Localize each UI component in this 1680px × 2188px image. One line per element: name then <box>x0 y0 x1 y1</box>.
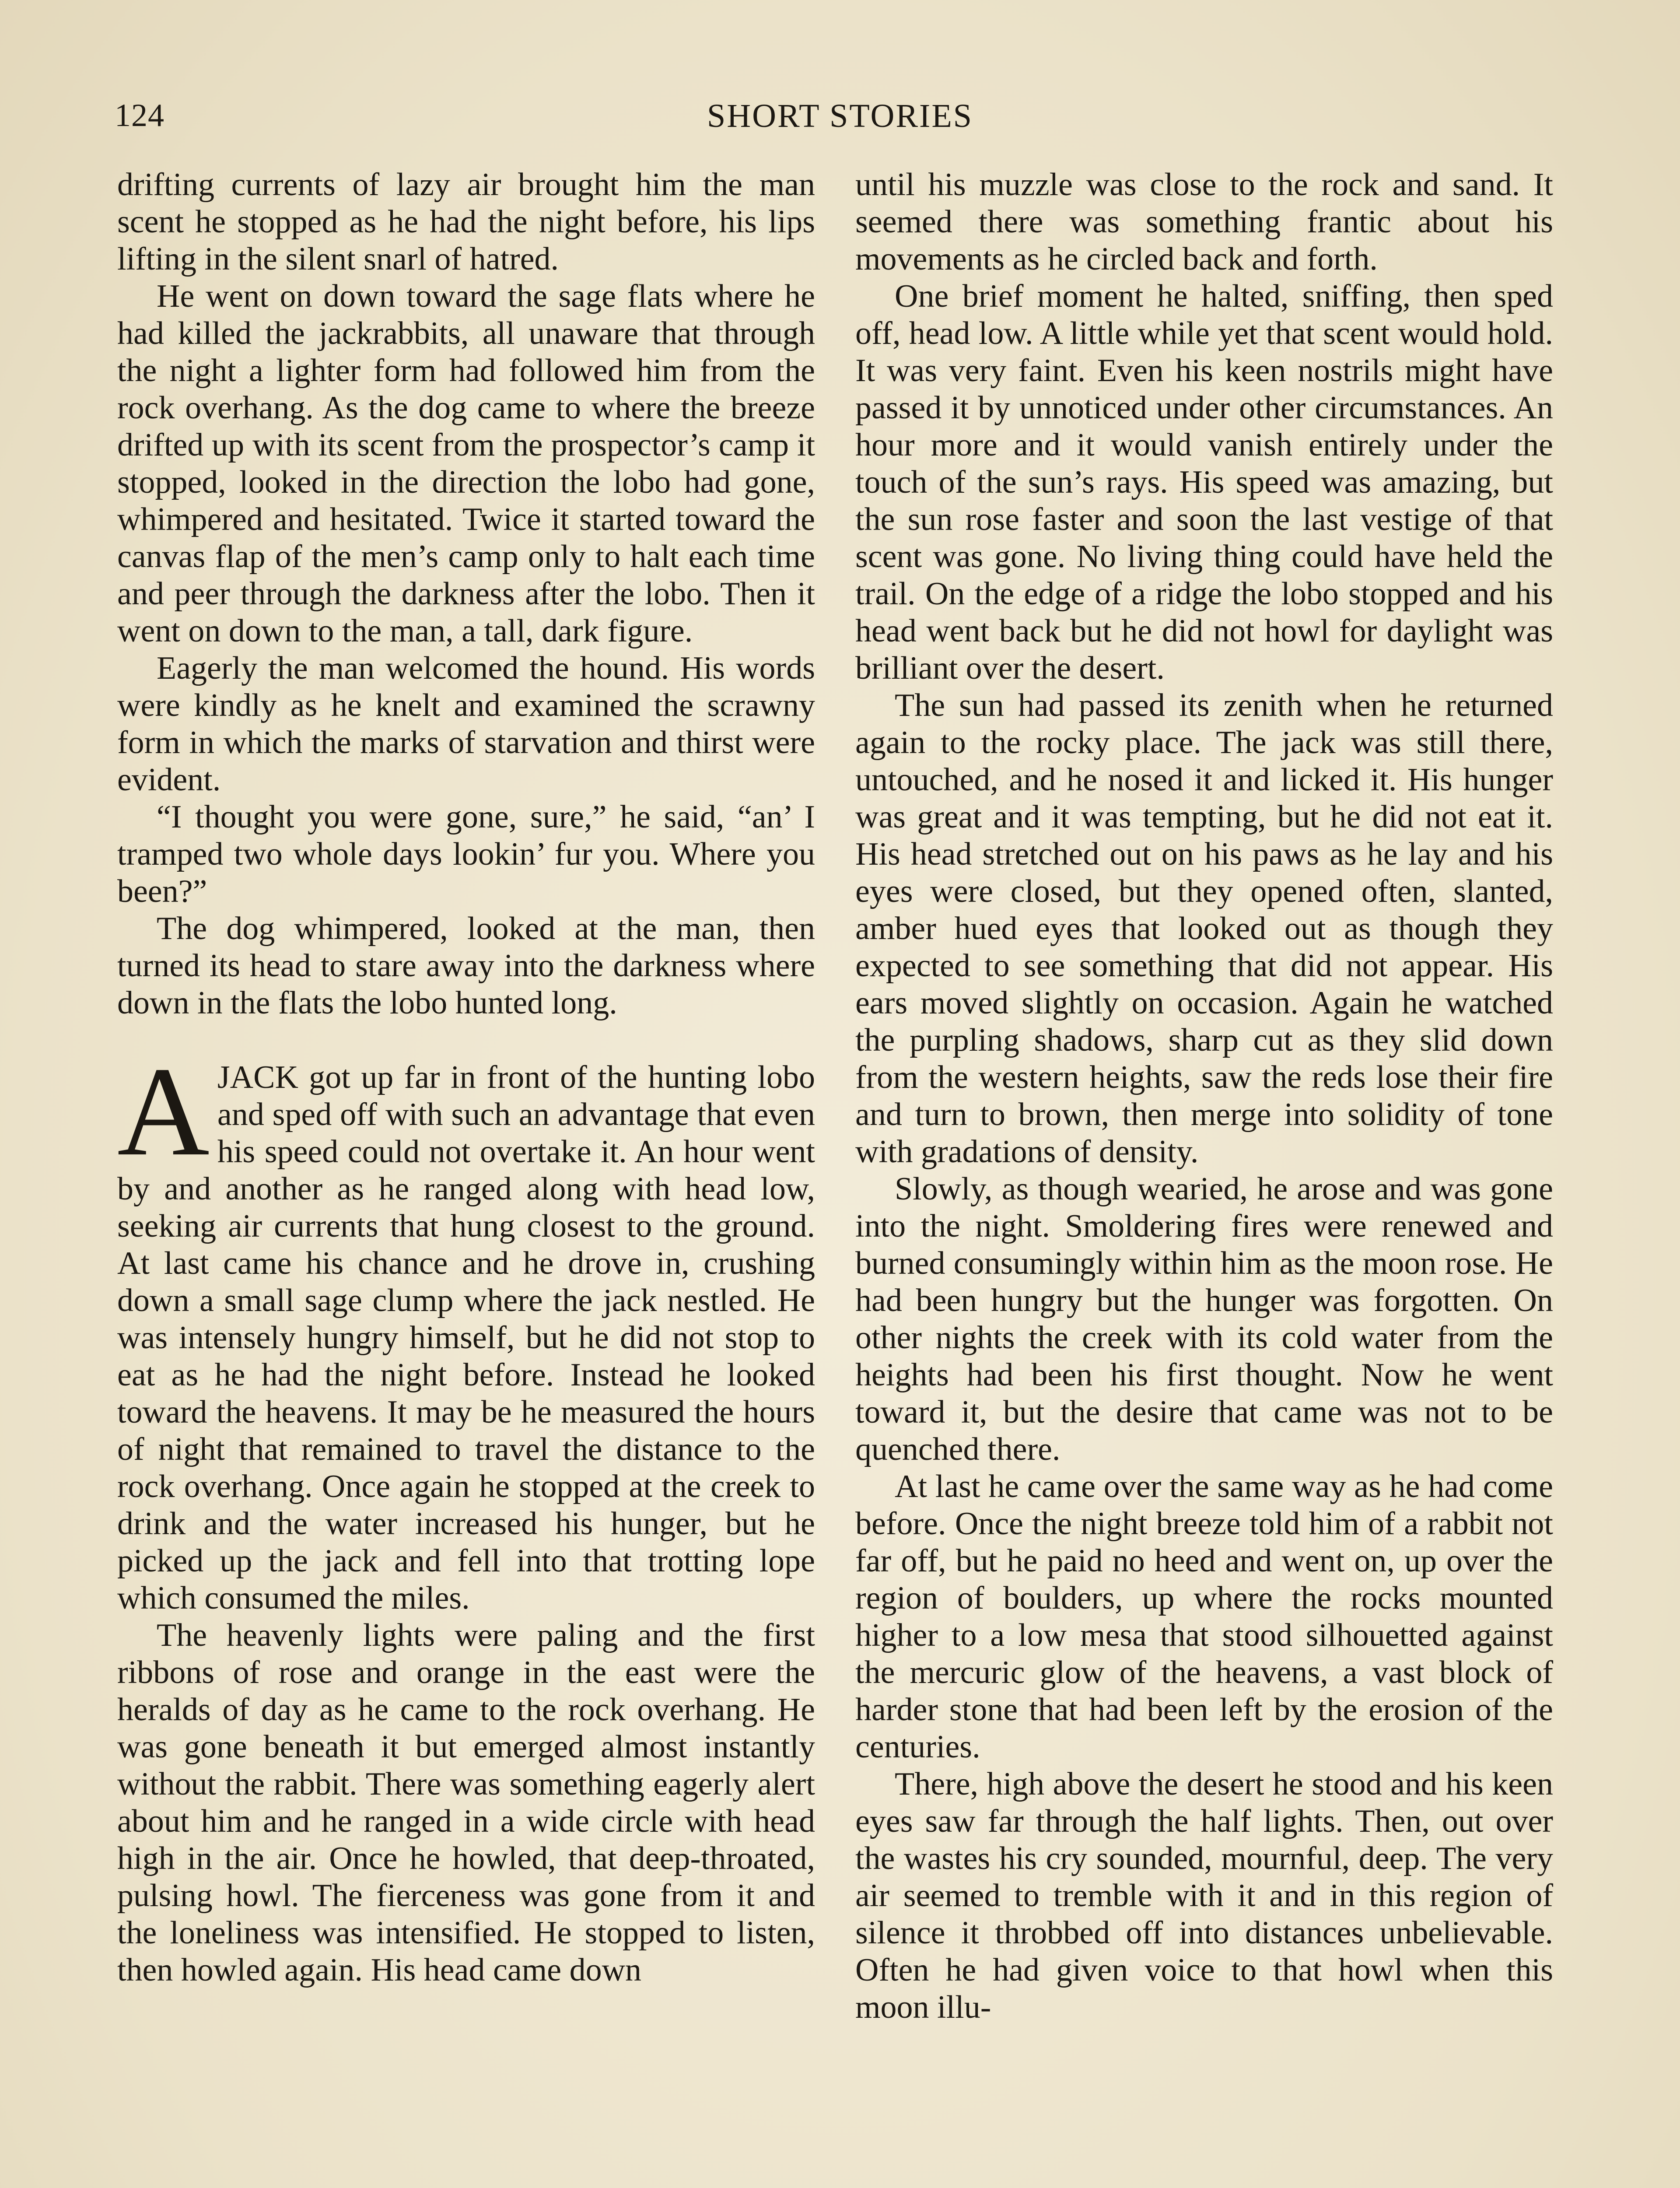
paragraph: Slowly, as though wearied, he arose and was gone into the night. Smoldering fires were renewed and burned consumingly within him as the moon rose. He had been hungry but the hunger was forgotten. On other nights the creek with its cold water from the heights had been his first thought. Now he went toward it, but the desire that came was not to be quenched there. <box>855 1171 1553 1467</box>
paragraph: Eagerly the man welcomed the hound. His words were kindly as he knelt and examined the scrawny form in which the marks of starvation and thirst were evident. <box>117 650 815 798</box>
paragraph: One brief moment he halted, sniffing, then sped off, head low. A little while yet that scent would hold. It was very faint. Even his keen nostrils might have passed it by unnoticed under other circumstances. An hour more and it would vanish entirely under the touch of the sun’s rays. His speed was amazing, but the sun rose faster and soon the last vestige of that scent was gone. No living thing could have held the trail. On the edge of a ridge the lobo stopped and his head went back but he did not howl for daylight was brilliant over the desert. <box>855 278 1553 686</box>
paragraph: drifting currents of lazy air brought him the man scent he stopped as he had the night before, his lips lifting in the silent snarl of hatred. <box>117 167 815 277</box>
paragraph: The heavenly lights were paling and the first ribbons of rose and orange in the east were the heralds of day as he came to the rock overhang. He was gone beneath it but emerged almost instantly without the rabbit. There was something eagerly alert about him and he ranged in a wide circle with head high in the air. Once he howled, that deep-throated, pulsing howl. The fierceness was gone from it and the loneliness was intensified. He stopped to listen, then howled again. His head came down <box>117 1617 815 1988</box>
right-column <box>855 166 1553 2026</box>
left-column <box>117 166 815 1989</box>
section-opening-paragraph <box>117 1041 815 1617</box>
paragraph: There, high above the desert he stood and his keen eyes saw far through the half lights. Then, out over the wastes his cry sounded, mournful, deep. The very air seemed to tremble with it and in this region of silence it throbbed off into distances unbelievable. Often he had given voice to that howl when this moon illu- <box>855 1766 1553 2025</box>
running-head-title: SHORT STORIES <box>707 98 973 134</box>
paragraph: At last he came over the same way as he had come before. Once the night breeze told him of a rabbit not far off, but he paid no heed and went on, up over the region of boulders, up where the rocks mounted higher to a low mesa that stood silhouetted against the mercuric glow of the heavens, a vast block of harder stone that had been left by the erosion of the centuries. <box>855 1469 1553 1765</box>
paragraph: The sun had passed its zenith when he returned again to the rocky place. The jack was still there, untouched, and he nosed it and licked it. His hunger was great and it was tempting, but he did not eat it. His head stretched out on his paws as he lay and his eyes were closed, but they opened often, slanted, amber hued eyes that looked out as though they expected to see something that did not appear. His ears moved slightly on occasion. Again he watched the purpling shadows, sharp cut as they slid down from the western heights, saw the reds lose their fire and turn to brown, then merge into solidity of tone with gradations of density. <box>855 687 1553 1170</box>
paragraph: He went on down toward the sage flats where he had killed the jackrabbits, all unaware that through the night a lighter form had followed him from the rock overhang. As the dog came to where the breeze drifted up with its scent from the prospector’s camp it stopped, looked in the direction the lobo had gone, whimpered and hesitated. Twice it started toward the canvas flap of the men’s camp only to halt each time and peer through the darkness after the lobo. Then it went on down to the man, a tall, dark figure. <box>117 278 815 649</box>
paragraph: The dog whimpered, looked at the man, then turned its head to stare away into the darkness where down in the flats the lobo hunted long. <box>117 911 815 1021</box>
paragraph: “I thought you were gone, sure,” he said, “an’ I tramped two whole days lookin’ fur you. Where you been?” <box>117 799 815 909</box>
section-opening-text: JACK got up far in front of the hunting lobo and sped off with such an advantage that even his speed could not overtake it. An hour went by and another as he ranged along with head low, seeking air currents that hung closest to the ground. At last came his chance and he drove in, crushing down a small sage clump where the jack nestled. He was intensely hungry himself, but he did not stop to eat as he had the night before. Instead he looked toward the heavens. It may be he measured the hours of night that remained to travel the distance to the rock overhang. Once again he stopped at the creek to drink and the water increased his hunger, but he picked up the jack and fell into that trotting lope which consumed the miles. <box>117 1059 815 1616</box>
drop-cap-letter: A <box>117 1041 210 1182</box>
page-number: 124 <box>115 98 164 133</box>
paragraph: until his muzzle was close to the rock and sand. It seemed there was something frantic about his movements as he circled back and forth. <box>855 167 1553 277</box>
